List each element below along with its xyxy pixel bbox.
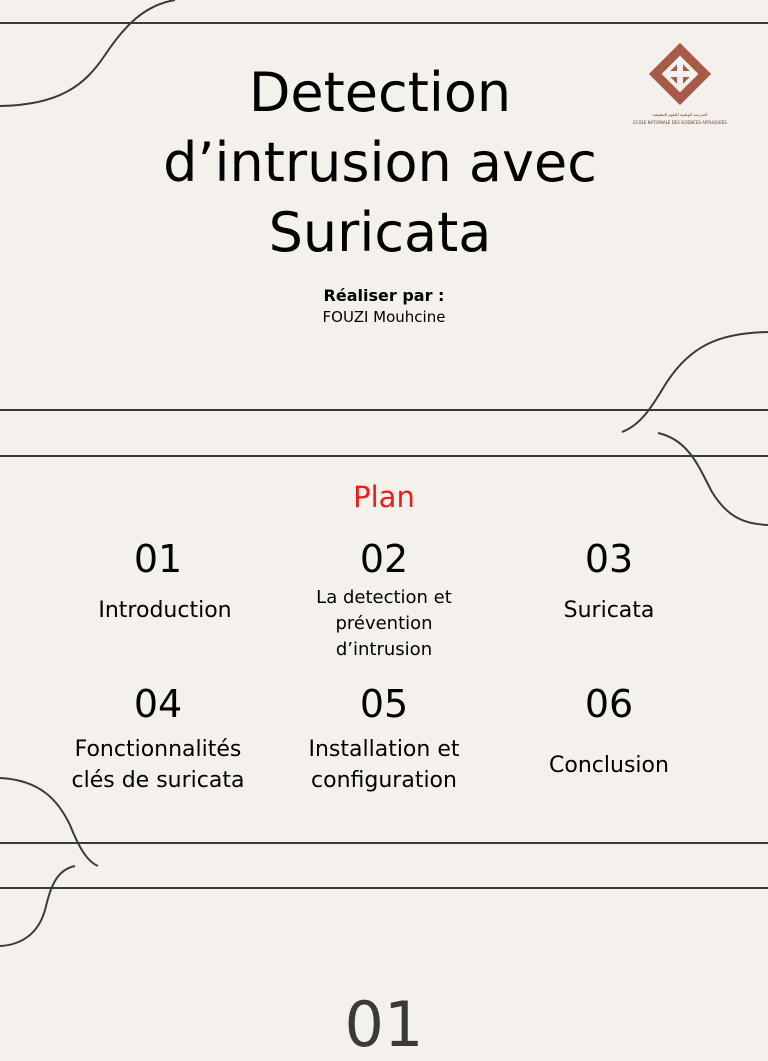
cover-title: Detection d’intrusion avec Suricata: [163, 61, 597, 264]
plan-item-number: 06: [584, 682, 634, 726]
author-label: Réaliser par :: [323, 286, 445, 305]
logo-text-french: ECOLE NATIONALE DES SCIENCES APPLIQUEES: [633, 120, 727, 125]
plan-item-number: 02: [359, 537, 409, 581]
plan-item-fonctionnalites: [63, 680, 253, 796]
plan-item-label: Suricata: [563, 598, 655, 623]
plan-item-label: Introduction: [98, 598, 232, 623]
school-logo: [620, 40, 740, 140]
plan-item-label: Conclusion: [549, 753, 669, 778]
logo-text-arabic: المدرسة الوطنية للعلوم التطبيقية: [652, 112, 708, 117]
plan-item-number: 03: [584, 537, 634, 581]
plan-item-label: Installation et configuration: [308, 737, 460, 793]
plan-item-detection: [289, 535, 479, 663]
plan-item-number: 01: [133, 537, 183, 581]
plan-item-label: La detection et prévention d’intrusion: [316, 587, 452, 660]
plan-item-number: 05: [359, 682, 409, 726]
author-name: FOUZI Mouhcine: [322, 308, 446, 326]
plan-item-conclusion: [514, 680, 704, 781]
plan-item-suricata: [514, 535, 704, 626]
plan-item-installation: [289, 680, 479, 796]
plan-item-number: 04: [133, 682, 183, 726]
plan-item-introduction: [63, 535, 253, 626]
plan-title: Plan: [353, 480, 415, 514]
plan-item-label: Fonctionnalités clés de suricata: [71, 737, 245, 793]
next-section-number: 01: [344, 988, 424, 1061]
school-logo-icon: [620, 40, 740, 112]
